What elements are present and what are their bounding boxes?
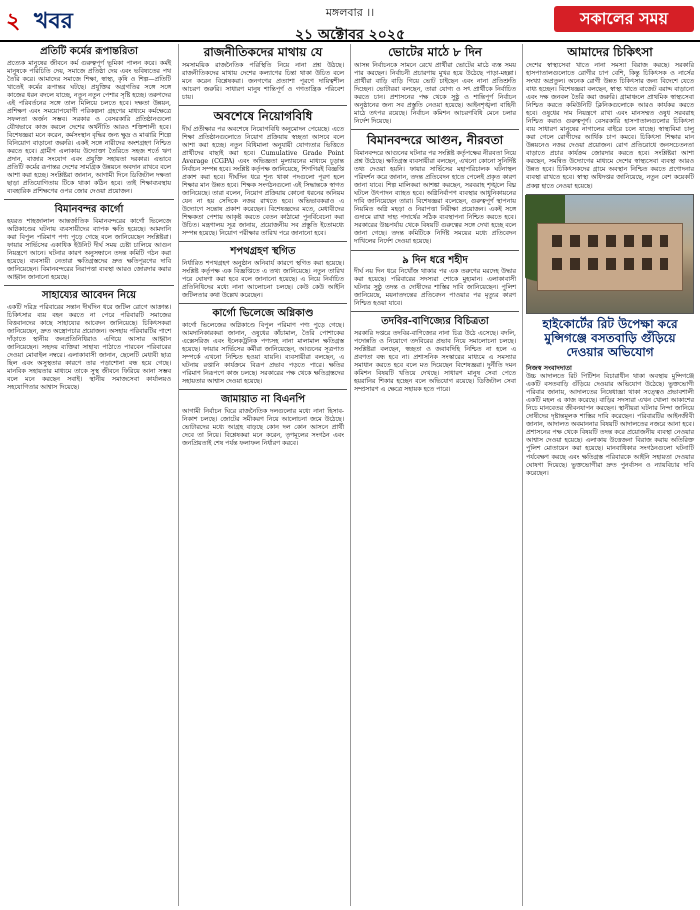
- article-headline: সাহায্যের আবেদন নিয়ে: [41, 290, 136, 302]
- article-body: প্রত্যেক মানুষের জীবনে কর্ম গুরুত্বপূর্ণ ভূমিকা পালন করে। কর্মই মানুষকে পরিচিতি দেয়, সমাজে প্রতিষ্ঠা দেয় এবং ভবিষ্যতের পথ তৈরি করে। আমাদের সমাজে শিক্ষা, স্বাস্থ্য, কৃষি ও শিল্প—প্রতিটি খাতেই কর্মের রূপান্তর ঘটছে। প্রযুক্তির অগ্রগতির সঙ্গে সঙ্গে কাজের ধরন বদলে যাচ্ছে, নতুন নতুন পেশার সৃষ্টি হচ্ছে। তরুণদের এই পরিবর্তনের সঙ্গে তাল মিলিয়ে চলতে হবে। দক্ষতা উন্নয়ন, প্রশিক্ষণ এবং সময়োপযোগী পরিকল্পনা গ্রহণের মাধ্যমে কর্মক্ষেত্রে সফলতা অর্জন সম্ভব। সরকার ও বেসরকারি প্রতিষ্ঠানগুলো যৌথভাবে কাজ করলে দেশের অর্থনীতি আরও শক্তিশালী হবে। বিশেষজ্ঞরা মনে করেন, কর্মসংস্থান বৃদ্ধির জন্য ক্ষুদ্র ও মাঝারি শিল্পে বিনিয়োগ বাড়ানো জরুরি। একই সঙ্গে নারীদের অংশগ্রহণ নিশ্চিত করতে হবে। গ্রামীণ এলাকায় উদ্যোক্তা তৈরিতে সহজ শর্তে ঋণ প্রদান, বাজার সংযোগ এবং প্রযুক্তি সহায়তা দরকার। এভাবে প্রতিটি কর্মের রূপান্তর দেশের সামগ্রিক উন্নয়নে অবদান রাখবে বলে আশা করা হচ্ছে। সংশ্লিষ্টরা জানান, আগামী দিনে ডিজিটাল দক্ষতা ছাড়া প্রতিযোগিতায় টিকে থাকা কঠিন হবে। তাই শিক্ষাব্যবস্থায় ব্যবহারিক প্রশিক্ষণের ওপর জোর দেওয়া প্রয়োজন।: [7, 59, 171, 196]
- article: [179, 241, 347, 300]
- article-body: আগামী নির্বাচন ঘিরে রাজনৈতিক দলগুলোর মধ্যে নানা হিসাব-নিকাশ চলছে। জোটের সমীকরণ নিয়ে আলোচনা জমে উঠেছে। ভোটারদের মধ্যে আগ্রহ বাড়ছে কোন দল কোন আসনে প্রার্থী দেবে তা নিয়ে। বিশ্লেষকরা মনে করেন, তৃণমূলের সংগঠন এবং জনপ্রিয়তাই শেষ পর্যন্ত ফলাফল নির্ধারণ করবে।: [182, 407, 344, 447]
- article-headline: শপথগ্রহণ স্থগিত: [230, 246, 296, 258]
- photo-headline: হাইকোর্টের রিট উপেক্ষা করে মুন্সিগঞ্জে বসতবাড়ি গুঁড়িয়ে দেওয়ার অভিযোগ: [542, 316, 678, 360]
- article-body: দীর্ঘ প্রতীক্ষার পর অবশেষে নিয়োগবিধি অনুমোদন পেয়েছে। এতে শিক্ষা প্রতিষ্ঠানগুলোতে নিয়োগ প্রক্রিয়ায় স্বচ্ছতা আসবে বলে আশা করা হচ্ছে। নতুন বিধিমালা অনুযায়ী যোগ্যতার ভিত্তিতে প্রার্থীদের বাছাই করা হবে। Cumulative Grade Point Average (CGPA) এবং অভিজ্ঞতা মূল্যায়নের মাধ্যমে চূড়ান্ত নির্বাচন সম্পন্ন হবে। সংশ্লিষ্ট কর্তৃপক্ষ জানিয়েছে, শিগগিরই বিজ্ঞপ্তি প্রকাশ করা হবে। দীর্ঘদিন ধরে শূন্য থাকা পদগুলো পূরণ হলে শিক্ষার মান উন্নত হবে। শিক্ষক সংগঠনগুলো এই সিদ্ধান্তকে স্বাগত জানিয়েছে। তারা বলেন, নিয়োগ প্রক্রিয়ায় কোনো ধরনের অনিয়ম যেন না হয় সেদিকে নজর রাখতে হবে। অভিভাবকরাও এ উদ্যোগে সন্তোষ প্রকাশ করেছেন। বিশেষজ্ঞদের মতে, মেধাবীদের শিক্ষকতা পেশায় আকৃষ্ট করতে বেতন কাঠামো পুনর্বিবেচনা করা উচিত। মন্ত্রণালয় সূত্র জানায়, প্রয়োজনীয় সব প্রস্তুতি ইতোমধ্যে সম্পন্ন হয়েছে। নিয়োগ পরীক্ষার তারিখ পরে জানানো হবে।: [182, 125, 345, 238]
- newspaper-logo: সকালের সময়: [554, 6, 694, 32]
- article: [351, 46, 519, 126]
- column-3: [350, 44, 519, 906]
- article-headline: তদবির-বাণিজ্যের বিচিত্রতা: [381, 316, 489, 328]
- date-block: [245, 4, 455, 47]
- article-headline: ভোটের মাঠে ৮ দিন: [388, 45, 482, 59]
- news-photo: [526, 194, 694, 314]
- masthead: [0, 0, 700, 42]
- article-headline: বিমানবন্দরে আগুন, নীরবতা: [366, 133, 504, 148]
- article-body: কার্গো ভিলেজের অগ্নিকাণ্ডে বিপুল পরিমাণ পণ্য পুড়ে গেছে। আমদানিকারকরা জানান, ওষুধের কাঁচামাল, তৈরি পোশাকের এক্সেসরিজ এবং ইলেকট্রনিক পণ্যসহ নানা মালামাল ক্ষতিগ্রস্ত হয়েছে। ফায়ার সার্ভিসের কর্মীরা জানিয়েছেন, আগুনের সূত্রপাত সম্পর্কে এখনো নিশ্চিত হওয়া যায়নি। ব্যবসায়ীরা বলছেন, এ ঘটনায় রপ্তানি কার্যক্রমে বিরূপ প্রভাব পড়তে পারে। ক্ষতির পরিমাণ নিরূপণে কাজ চলছে। সরকারের পক্ষ থেকে ক্ষতিগ্রস্তদের সহায়তার আশ্বাস দেওয়া হয়েছে।: [182, 321, 344, 386]
- article-body: হযরত শাহজালাল আন্তর্জাতিক বিমানবন্দরের কার্গো ভিলেজে অগ্নিকাণ্ডের ঘটনায় ব্যবসায়ীদের ব্যাপক ক্ষতি হয়েছে। আমদানি করা বিপুল পরিমাণ পণ্য পুড়ে গেছে বলে জানিয়েছেন সংশ্লিষ্টরা। ফায়ার সার্ভিসের একাধিক ইউনিট দীর্ঘ সময় চেষ্টা চালিয়ে আগুন নিয়ন্ত্রণে আনে। ঘটনার কারণ অনুসন্ধানে তদন্ত কমিটি গঠন করা হয়েছে। ব্যবসায়ী নেতারা ক্ষতিগ্রস্তদের দ্রুত ক্ষতিপূরণের দাবি জানিয়েছেন। বিমানবন্দরের নিরাপত্তা ব্যবস্থা আরও জোরদার করার আহ্বান জানানো হয়েছে।: [7, 217, 171, 282]
- column-2: [178, 44, 347, 906]
- article: [4, 199, 174, 282]
- article-body: নির্ধারিত শপথগ্রহণ অনুষ্ঠান অনিবার্য কারণে স্থগিত করা হয়েছে। সংশ্লিষ্ট কর্তৃপক্ষ এক বিজ্ঞপ্তিতে এ তথ্য জানিয়েছে। নতুন তারিখ পরে ঘোষণা করা হবে বলে জানানো হয়েছে। এ নিয়ে নির্বাচিত প্রতিনিধিদের মধ্যে নানা আলোচনা চলছে। কেউ কেউ আইনি জটিলতার কথা উল্লেখ করেছেন।: [182, 259, 344, 300]
- article-headline: প্রতিটি কর্মের রূপান্তরিতা: [40, 46, 138, 57]
- article-body: দীর্ঘ নয় দিন ধরে নিখোঁজ থাকার পর এক তরুণের মরদেহ উদ্ধার করা হয়েছে। পরিবারের সদস্যরা শোকে মুহ্যমান। এলাকাবাসী ঘটনার সুষ্ঠু তদন্ত ও দোষীদের শাস্তির দাবি জানিয়েছেন। পুলিশ জানিয়েছে, ময়নাতদন্তের প্রতিবেদন পাওয়ার পর মৃত্যুর কারণ নিশ্চিত হওয়া যাবে।: [354, 268, 516, 308]
- article-body: সরকারি দপ্তরে তদবির-বাণিজ্যের নানা চিত্র উঠে এসেছে। বদলি, পদোন্নতি ও নিয়োগে তদবিরের প্রভাব নিয়ে সমালোচনা চলছে। সংশ্লিষ্টরা বলছেন, স্বচ্ছতা ও জবাবদিহি নিশ্চিত না হলে এ প্রবণতা বন্ধ হবে না। প্রশাসনিক সংস্কারের মাধ্যমে এ সমস্যার সমাধান করতে হবে বলে মত দিয়েছেন বিশেষজ্ঞরা। দুর্নীতি দমন কমিশন বিষয়টি খতিয়ে দেখছে। সাধারণ মানুষ সেবা পেতে হয়রানির শিকার হচ্ছেন বলে অভিযোগ রয়েছে। ডিজিটাল সেবা সম্প্রসারণ এ ক্ষেত্রে সহায়ক হতে পারে।: [354, 329, 516, 394]
- article-byline: নিজস্ব সংবাদদাতা: [526, 363, 572, 372]
- article: [351, 129, 519, 246]
- article-body: বিমানবন্দরে আগুনের ঘটনার পর সংশ্লিষ্ট কর্তৃপক্ষের নীরবতা নিয়ে প্রশ্ন উঠেছে। ক্ষতিগ্রস্ত ব্যবসায়ীরা বলছেন, এখনো কোনো সুনির্দিষ্ট তথ্য দেওয়া হয়নি। ফায়ার সার্ভিসের মহাপরিচালক ঘটনাস্থল পরিদর্শন করে জানান, তদন্ত প্রতিবেদন হাতে পেলেই প্রকৃত কারণ জানা যাবে। শিল্প মালিকরা আশঙ্কা করছেন, সরবরাহ শৃঙ্খলে বিঘ্ন ঘটলে উৎপাদন ব্যাহত হবে। অগ্নিনির্বাপণ ব্যবস্থার আধুনিকায়নের দাবি জানিয়েছেন তারা। বিশেষজ্ঞরা বলেছেন, গুরুত্বপূর্ণ স্থাপনায় নিয়মিত অগ্নি মহড়া ও নিরাপত্তা নিরীক্ষা প্রয়োজন। একই সঙ্গে গুদামে রাখা দাহ্য পদার্থের সঠিক ব্যবস্থাপনা নিশ্চিত করতে হবে। সরকারের উচ্চপর্যায় থেকে বিষয়টি গুরুত্বের সঙ্গে দেখা হচ্ছে বলে জানা গেছে। তদন্ত কমিটিকে নির্দিষ্ট সময়ের মধ্যে প্রতিবেদন দাখিলের নির্দেশ দেওয়া হয়েছে।: [354, 149, 516, 246]
- article-headline: আমাদের চিকিৎসা: [567, 45, 653, 59]
- article-headline: জামায়াত না বিএনপি: [220, 394, 306, 406]
- article-body: সমসাময়িক রাজনৈতিক পরিস্থিতি নিয়ে নানা প্রশ্ন উঠছে। রাজনীতিকদের মাথায় দেশের কল্যাণের চিন্তা থাকা উচিত বলে মনে করেন বিশ্লেষকরা। জনগণের প্রত্যাশা পূরণে দায়িত্বশীল আচরণ জরুরি। সাধারণ মানুষ শান্তিপূর্ণ ও গণতান্ত্রিক পরিবেশ চায়।: [182, 61, 344, 101]
- article-headline: রাজনীতিকদের মাথায় যে: [203, 45, 323, 59]
- article: [523, 46, 697, 191]
- issue-date: ২১ অক্টোবর ২০২৫: [294, 27, 406, 43]
- article: [179, 105, 347, 238]
- article-body: দেশের স্বাস্থ্যসেবা খাতে নানা সমস্যা বিরাজ করছে। সরকারি হাসপাতালগুলোতে রোগীর চাপ বেশি, কিন্তু চিকিৎসক ও নার্সের সংখ্যা অপ্রতুল। অনেক রোগী উন্নত চিকিৎসার জন্য বিদেশে যেতে বাধ্য হচ্ছেন। বিশেষজ্ঞরা বলছেন, স্বাস্থ্য খাতে বাজেট বরাদ্দ বাড়ানো এবং দক্ষ জনবল তৈরি করা জরুরি। গ্রামাঞ্চলে প্রাথমিক স্বাস্থ্যসেবা নিশ্চিত করতে কমিউনিটি ক্লিনিকগুলোকে আরও কার্যকর করতে হবে। ওষুধের দাম নিয়ন্ত্রণে রাখা এবং মানসম্মত ওষুধ সরবরাহ নিশ্চিত করাও গুরুত্বপূর্ণ। বেসরকারি হাসপাতালগুলোর চিকিৎসা ব্যয় সাধারণ মানুষের নাগালের বাইরে চলে যাচ্ছে। স্বাস্থ্যবিমা চালু করা গেলে রোগীদের আর্থিক চাপ কমবে। চিকিৎসা শিক্ষার মান উন্নয়নেও নজর দেওয়া প্রয়োজন। রোগ প্রতিরোধে জনসচেতনতা বাড়াতে প্রচার কার্যক্রম জোরদার করতে হবে। সংশ্লিষ্টরা আশা করছেন, সমন্বিত উদ্যোগের মাধ্যমে দেশের স্বাস্থ্যসেবা ব্যবস্থা আরও উন্নত হবে। চিকিৎসকদের গ্রামে অবস্থান নিশ্চিত করতে প্রণোদনার ব্যবস্থা রাখতে হবে। স্বাস্থ্য অধিদপ্তর জানিয়েছে, নতুন বেশ কয়েকটি প্রকল্প হাতে নেওয়া হয়েছে।: [526, 61, 694, 190]
- weekday: মঙ্গলবার ।।: [325, 6, 375, 19]
- article: [4, 46, 174, 196]
- section-title: খবর: [34, 9, 73, 34]
- page-number: ২: [6, 9, 21, 34]
- article: [351, 311, 519, 394]
- article-body: উচ্চ আদালতে রিট পিটিশন বিচারাধীন থাকা অবস্থায় মুন্সিগঞ্জে একটি বসতবাড়ি গুঁড়িয়ে দেওয়ার অভিযোগ উঠেছে। ভুক্তভোগী পরিবার জানায়, আদালতের নিষেধাজ্ঞা থাকা সত্ত্বেও প্রভাবশালী একটি মহল এ কাজ করেছে। বাড়ির সদস্যরা এখন খোলা আকাশের নিচে মানবেতর জীবনযাপন করছেন। স্থানীয়রা ঘটনার নিন্দা জানিয়ে দোষীদের দৃষ্টান্তমূলক শাস্তির দাবি করেছেন। পরিবারটির আইনজীবী জানান, আদালত অবমাননার বিষয়টি আদালতের নজরে আনা হবে। প্রশাসনের পক্ষ থেকে বিষয়টি তদন্ত করে প্রয়োজনীয় ব্যবস্থা নেওয়ার আশ্বাস দেওয়া হয়েছে। এলাকায় উত্তেজনা বিরাজ করায় অতিরিক্ত পুলিশ মোতায়েন করা হয়েছে। মানবাধিকার সংগঠনগুলো ঘটনাটি পর্যবেক্ষণ করছে এবং ক্ষতিগ্রস্ত পরিবারকে আইনি সহায়তা দেওয়ার ঘোষণা দিয়েছে। ভুক্তভোগীরা দ্রুত পুনর্বাসন ও ন্যায়বিচার দাবি করেছেন।: [526, 373, 694, 477]
- article-headline: অবশেষে নিয়োগবিধি: [213, 109, 313, 124]
- article-headline: কার্গো ভিলেজে অগ্নিকাণ্ড: [212, 308, 314, 320]
- article: [179, 303, 347, 386]
- article: [4, 285, 174, 392]
- article-headline: ৯ দিন ধরে শহীদ: [402, 254, 468, 266]
- column-4: [522, 44, 697, 906]
- article: [179, 46, 347, 102]
- article: [523, 364, 697, 478]
- photo-building: [537, 223, 683, 291]
- article: [179, 389, 347, 448]
- article-body: আসন্ন নির্বাচনকে সামনে রেখে প্রার্থীরা ভোটের মাঠে ব্যস্ত সময় পার করছেন। নির্বাচনী প্রচারণায় মুখর হয়ে উঠেছে পাড়া-মহল্লা। প্রার্থীরা বাড়ি বাড়ি গিয়ে ভোট চাইছেন এবং নানা প্রতিশ্রুতি দিচ্ছেন। ভোটাররা বলছেন, তারা যোগ্য ও সৎ প্রার্থীকে নির্বাচিত করতে চান। প্রশাসনের পক্ষ থেকে সুষ্ঠু ও শান্তিপূর্ণ নির্বাচন অনুষ্ঠানের জন্য সব প্রস্তুতি নেওয়া হয়েছে। আইনশৃঙ্খলা বাহিনী মাঠে তৎপর রয়েছে। নির্বাচন কমিশন আচরণবিধি মেনে চলার নির্দেশ দিয়েছে।: [354, 61, 516, 126]
- article-body: একটি দরিদ্র পরিবারের সন্তান দীর্ঘদিন ধরে জটিল রোগে আক্রান্ত। চিকিৎসার ব্যয় বহন করতে না পেরে পরিবারটি সমাজের বিত্তবানদের কাছে সাহায্যের আবেদন জানিয়েছে। চিকিৎসকরা জানিয়েছেন, দ্রুত অস্ত্রোপচার প্রয়োজন। অসহায় পরিবারটির পাশে দাঁড়াতে স্থানীয় জনপ্রতিনিধিরাও এগিয়ে আসার আহ্বান জানিয়েছেন। সহৃদয় ব্যক্তিরা সাহায্য পাঠাতে পারবেন পরিবারের দেওয়া মোবাইল নম্বরে। এলাকাবাসী জানান, ছেলেটি মেধাবী ছাত্র ছিল এবং অসুস্থতার কারণে তার পড়াশোনা বন্ধ হয়ে গেছে। মানবিক সহায়তার মাধ্যমে তাকে সুস্থ জীবনে ফিরিয়ে আনা সম্ভব বলে মনে করছেন সবাই। স্থানীয় সমাজসেবা কার্যালয়ও সহযোগিতার আশ্বাস দিয়েছে।: [7, 303, 171, 392]
- article-headline: বিমানবন্দর কার্গো: [54, 204, 124, 216]
- article: [351, 250, 519, 309]
- column-1: [4, 44, 174, 906]
